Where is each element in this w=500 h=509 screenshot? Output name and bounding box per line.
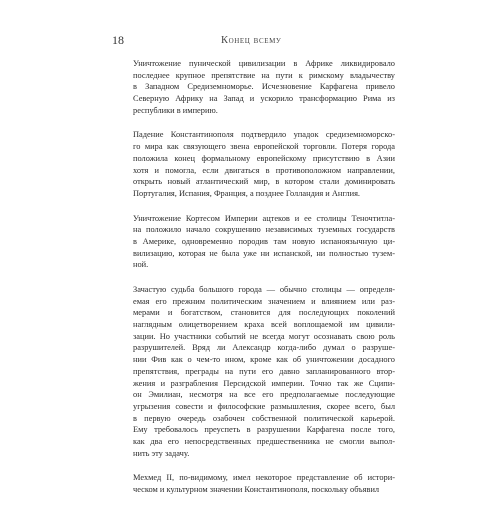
text-line: мерами и богатством, становится для последующих поколений bbox=[133, 308, 395, 318]
text-line: Мехмед II, по-видимому, имел некоторое представление об истори- bbox=[133, 473, 395, 483]
text-line: положила конец формальному европейскому присутствию в Азии bbox=[133, 153, 395, 163]
text-line: Северную Африку на Запад и ускорило трансформацию Рима из bbox=[133, 94, 395, 104]
text-line: емая его прежним политическим значением и влиянием или раз- bbox=[133, 296, 395, 306]
text-line: последнее крупное препятствие на пути к римскому владычеству bbox=[133, 70, 395, 80]
text-line: вилизацию, которая не была уже ни испанской, ни полностью тузем- bbox=[133, 248, 395, 258]
text-line: Уничтожение Кортесом Империи ацтеков и ее столицы Теночтитла- bbox=[133, 213, 395, 223]
text-line: препятствия, преграды на пути его давно запланированного втор- bbox=[133, 366, 395, 376]
text-line: го мира как связующего звена европейской торговли. Потеря города bbox=[133, 142, 395, 152]
text-line: Португалия, Испания, Франция, а позднее Голландия и Англия. bbox=[133, 188, 361, 198]
text-line: нить эту задачу. bbox=[133, 448, 190, 458]
text-line: он Эмилиан, несмотря на все его предполагаемые последующие bbox=[133, 390, 395, 400]
text-line: в Америке, одновременно породив там новую испаноязычную ци- bbox=[133, 236, 395, 246]
running-title: Конец всему bbox=[221, 35, 282, 46]
text-line: ческом и культурном значении Константинополя, поскольку объявил bbox=[133, 485, 380, 494]
text-line: разрушителей. Вряд ли Александр когда-либо думал о разруше- bbox=[133, 343, 395, 353]
text-line: открыть новый атлантический мир, в котором стали доминировать bbox=[133, 177, 395, 187]
text-line: в Западном Средиземноморье. Исчезновение Карфагена привело bbox=[133, 82, 395, 92]
text-line: нии Фив как о чем-то ином, кроме как об уничтожении досадного bbox=[133, 355, 395, 365]
text-line: наглядным олицетворением краха всей воплощаемой им цивили- bbox=[133, 320, 395, 330]
text-line: в первую очередь озабочен собственной политической карьерой. bbox=[133, 413, 395, 423]
paragraph bbox=[133, 284, 395, 459]
text-line: ной. bbox=[133, 260, 149, 270]
text-line: как два его непосредственных предшественника не смогли выпол- bbox=[133, 436, 395, 446]
text-line: на положило начало сокрушению независимых туземных государств bbox=[133, 225, 395, 235]
text-line: Уничтожение пунической цивилизации в Африке ликвидировало bbox=[133, 59, 395, 68]
paragraph bbox=[133, 213, 395, 271]
paragraph bbox=[133, 472, 395, 495]
text-line: жения и разграбления Персидской империи. Точно так же Сципи- bbox=[133, 378, 395, 388]
text-line: республики в империю. bbox=[133, 105, 218, 115]
text-line: хотя и помогла, если двигаться в противоположном направлении, bbox=[133, 165, 395, 175]
text-line: угрызения совести и философские размышления, скорее всего, был bbox=[133, 401, 395, 411]
text-line: Зачастую судьба большого города — обычно столицы — определя- bbox=[133, 285, 395, 294]
text-line: Ему требовалось преуспеть в разрушении Карфагена после того, bbox=[133, 425, 395, 435]
body-text bbox=[133, 58, 395, 509]
paragraph bbox=[133, 129, 395, 199]
paragraph bbox=[133, 58, 395, 116]
page-number: 18 bbox=[112, 33, 124, 47]
text-line: зации. Но участники событий не всегда могут осознавать свою роль bbox=[133, 331, 395, 341]
text-line: Падение Константинополя подтвердило упадок средиземноморско- bbox=[133, 130, 395, 140]
